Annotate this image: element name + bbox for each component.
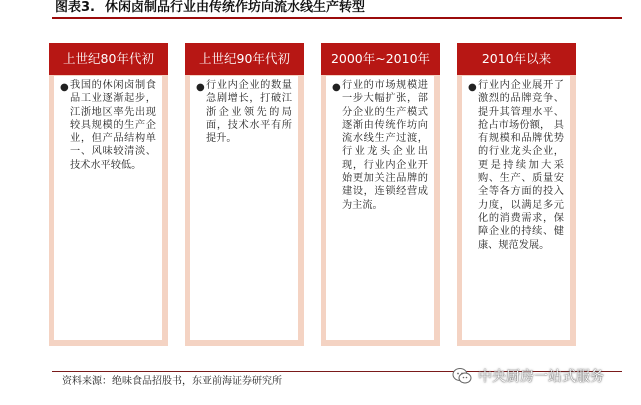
column-text: 行业内企业展开了激烈的品牌竞争、提升其管理水平、抢占市场份额， 具有规模和品牌优势的行业龙头企业，更是持续加大采购、生产、质量安全等各方面的投入力度，以满足多元化的消费需求，保障企业的持续、健康、规范发展。 <box>478 80 564 251</box>
figure-number: 图表3. <box>55 0 95 15</box>
column-body <box>462 76 570 340</box>
column-header: 2010年以来 <box>457 43 576 75</box>
timeline-column-2010-onward <box>457 43 576 346</box>
bullet-icon: ● <box>196 82 205 93</box>
title-rule <box>52 17 622 19</box>
figure-title-text: 休闲卤制品行业由传统作坊向流水线生产转型 <box>104 0 365 15</box>
bullet-icon: ● <box>60 82 69 93</box>
column-header: 上世纪80年代初 <box>49 43 168 75</box>
timeline-column-1980s <box>49 43 168 346</box>
source-note: 资料来源：绝味食品招股书，东亚前海证券研究所 <box>62 376 282 387</box>
column-body <box>190 76 298 340</box>
column-body <box>54 76 162 340</box>
bullet-icon: ● <box>332 82 341 93</box>
column-text: 行业的市场规模进一步大幅扩张，部分企业的生产模式逐渐由传统作坊向流水线生产过渡，行业龙头企业出现，行业内企业开始更加关注品牌的建设，连锁经营成为主流。 <box>342 80 428 211</box>
column-header: 上世纪90年代初 <box>185 43 304 75</box>
watermark-text: 中央厨房一站式服务 <box>478 369 604 385</box>
column-text: 我国的休闲卤制食品工业逐渐起步， 江浙地区率先出现较具规模的生产企业，但产品结构单一、风味较清淡、技术水平较低。 <box>70 80 156 171</box>
wechat-icon <box>452 367 472 385</box>
timeline-column-1990s <box>185 43 304 346</box>
column-text: 行业内企业的数量急剧增长，打破江浙企业领先的局面，技术水平有所提升。 <box>206 80 292 145</box>
bullet-icon: ● <box>468 82 477 93</box>
timeline-column-2000-2010 <box>321 43 440 346</box>
column-header: 2000年~2010年 <box>321 43 440 75</box>
watermark <box>452 362 632 390</box>
column-body <box>326 76 434 340</box>
figure-title <box>55 0 615 17</box>
